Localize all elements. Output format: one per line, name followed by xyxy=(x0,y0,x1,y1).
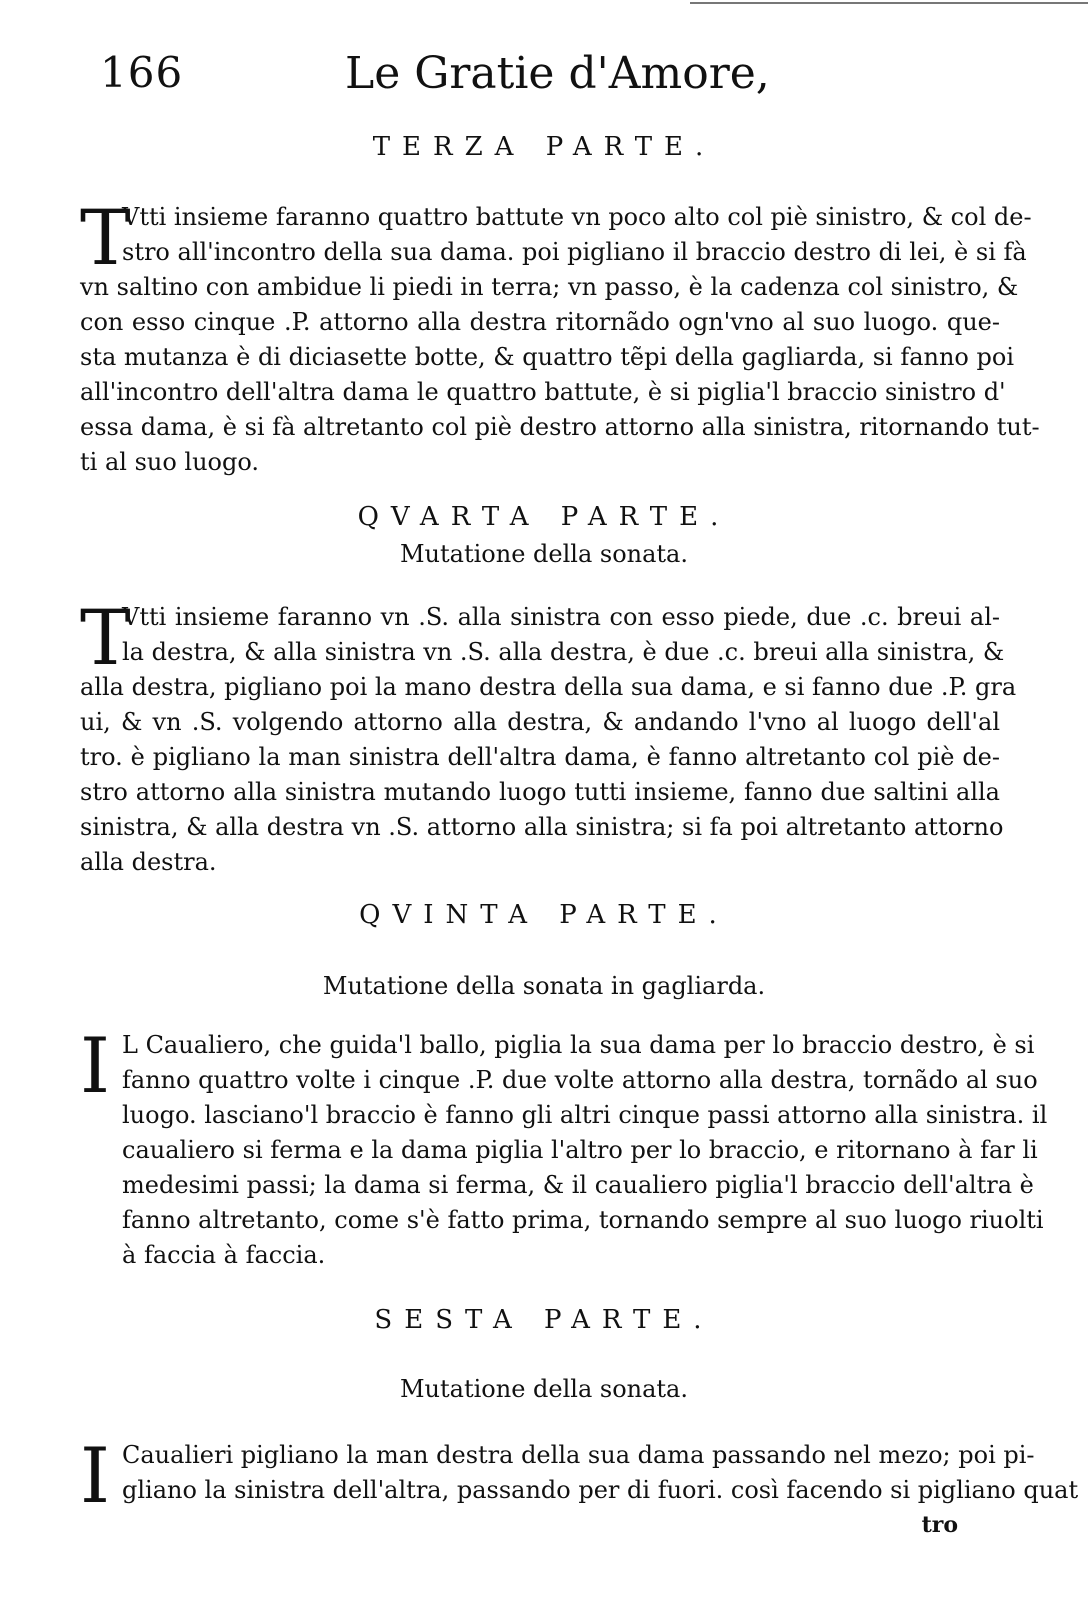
text-line: la destra, & alla sinistra vn .S. alla destra, è due .c. breui alla sinistra, & xyxy=(122,638,1005,666)
top-edge-rule xyxy=(690,0,1088,8)
text-line: fanno quattro volte i cinque .P. due volte attorno alla destra, tornãdo al suo xyxy=(122,1066,1038,1094)
text-line: Vtti insieme faranno vn .S. alla sinistra con esso piede, due .c. breui al- xyxy=(122,603,1000,631)
text-line: caualiero si ferma e la dama piglia l'altro per lo braccio, e ritornano à far li xyxy=(122,1136,1038,1164)
page-header xyxy=(100,48,1000,108)
text-line: stro all'incontro della sua dama. poi pigliano il braccio destro di lei, è si fà xyxy=(122,238,1027,266)
paragraph-quinta xyxy=(80,1021,1048,1273)
drop-cap: T xyxy=(80,593,131,682)
drop-cap: I xyxy=(80,1431,111,1520)
text-line: ui, & vn .S. volgendo attorno alla destra, & andando l'vno al luogo dell'al xyxy=(80,708,1000,736)
section-subtitle-quarta: Mutatione della sonata. xyxy=(399,540,688,568)
text-line: sinistra, & alla destra vn .S. attorno alla sinistra; si fa poi altretanto attorno xyxy=(80,813,1004,841)
text-line: tro. è pigliano la man sinistra dell'altra dama, è fanno altretanto col piè de- xyxy=(80,743,1000,771)
text-line: ti al suo luogo. xyxy=(80,448,260,476)
text-line: stro attorno alla sinistra mutando luogo tutti insieme, fanno due saltini alla xyxy=(80,778,1000,806)
catchword: tro xyxy=(921,1512,958,1538)
text-line: Caualieri pigliano la man destra della sua dama passando nel mezo; poi pi- xyxy=(122,1441,1035,1469)
paragraph-sesta xyxy=(80,1431,1079,1520)
section-subtitle-sesta: Mutatione della sonata. xyxy=(399,1375,688,1403)
section-heading-quarta: QVARTA PARTE. xyxy=(357,502,731,532)
text-line: gliano la sinistra dell'altra, passando per di fuori. così facendo si pigliano quat xyxy=(122,1476,1079,1504)
text-line: à faccia à faccia. xyxy=(122,1241,326,1269)
text-line: essa dama, è si fà altretanto col piè destro attorno alla sinistra, ritornando tut- xyxy=(80,413,1040,441)
section-heading-sesta: SESTA PARTE. xyxy=(374,1305,714,1335)
text-line: vn saltino con ambidue li piedi in terra; vn passo, è la cadenza col sinistro, & xyxy=(80,273,1019,301)
text-line: all'incontro dell'altra dama le quattro battute, è si piglia'l braccio sinistro d' xyxy=(80,378,1006,406)
text-line: L Caualiero, che guida'l ballo, piglia la sua dama per lo braccio destro, è si xyxy=(122,1031,1035,1059)
text-line: medesimi passi; la dama si ferma, & il caualiero piglia'l braccio dell'altra è xyxy=(122,1171,1034,1199)
drop-cap: T xyxy=(80,193,131,282)
page-number: 166 xyxy=(100,48,184,97)
text-line: con esso cinque .P. attorno alla destra ritornãdo ogn'vno al suo luogo. que- xyxy=(80,308,1000,336)
text-line: alla destra. xyxy=(80,848,217,876)
paragraph-terza xyxy=(80,193,1040,480)
text-line: sta mutanza è di diciasette botte, & quattro tẽpi della gagliarda, si fanno poi xyxy=(80,343,1014,371)
running-head: Le Gratie d'Amore, xyxy=(345,48,770,99)
section-heading-quinta: QVINTA PARTE. xyxy=(359,900,729,930)
text-line: alla destra, pigliano poi la mano destra della sua dama, e si fanno due .P. gra xyxy=(80,673,1017,701)
text-line: luogo. lasciano'l braccio è fanno gli altri cinque passi attorno alla sinistra. il xyxy=(122,1101,1048,1129)
drop-cap: I xyxy=(80,1021,111,1110)
text-line: Vtti insieme faranno quattro battute vn poco alto col piè sinistro, & col de- xyxy=(122,203,1032,231)
paragraph-quarta xyxy=(80,593,1017,880)
section-subtitle-quinta: Mutatione della sonata in gagliarda. xyxy=(322,972,766,1000)
text-line: fanno altretanto, come s'è fatto prima, tornando sempre al suo luogo riuolti xyxy=(122,1206,1044,1234)
section-heading-terza: TERZA PARTE. xyxy=(372,132,716,162)
